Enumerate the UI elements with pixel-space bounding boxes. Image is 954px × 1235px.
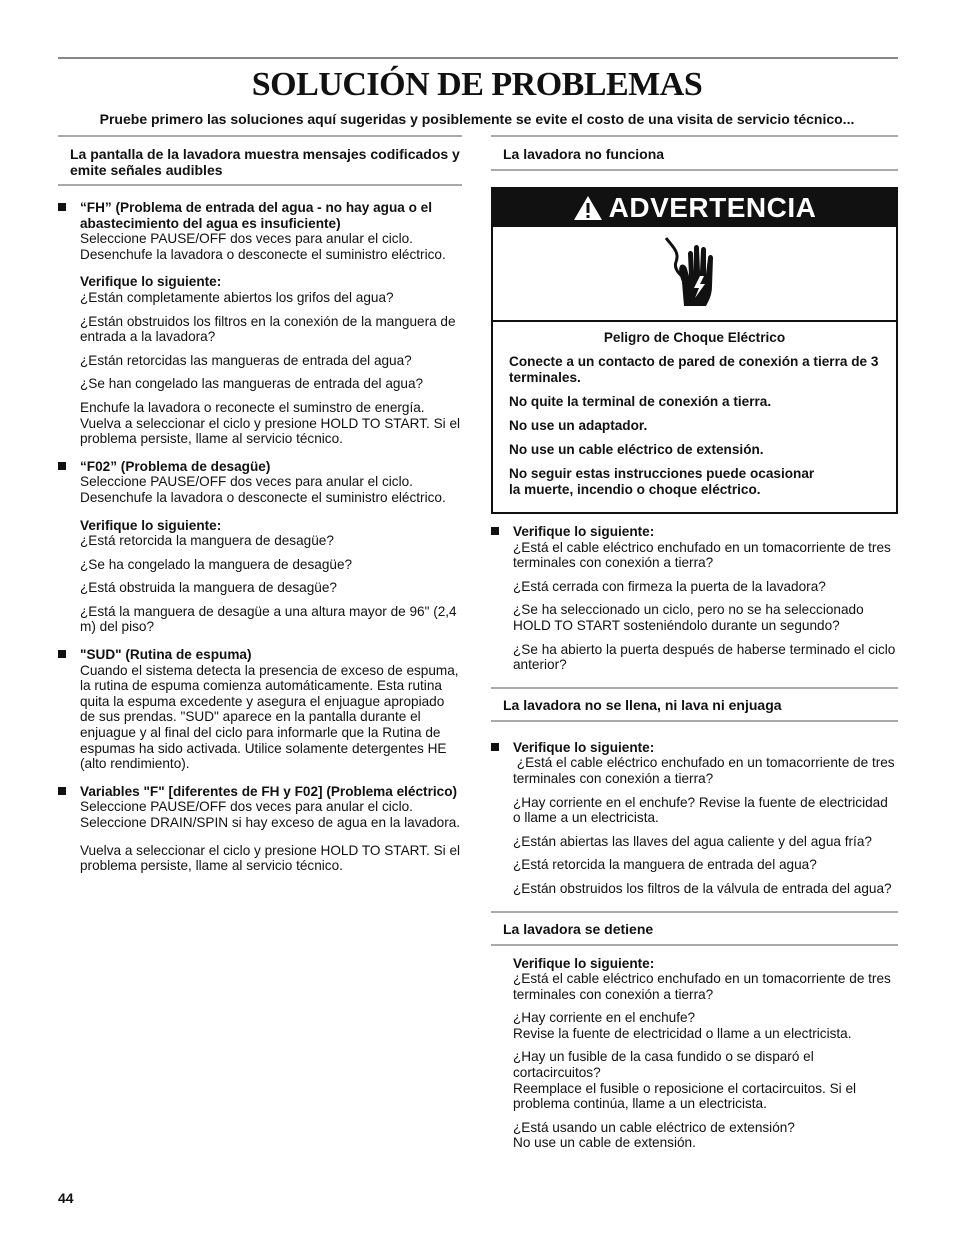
no-funciona-check-3: ¿Se ha abierto la puerta después de haberse terminado el ciclo anterior? [513, 641, 896, 673]
f02-check-3: ¿Está la manguera de desagüe a una altura mayor de 96" (2,4 m) del piso? [80, 603, 457, 635]
f02-check-label: Verifique lo siguiente: [80, 517, 222, 533]
bullet-icon [58, 650, 66, 658]
fh-check-3: ¿Se han congelado las mangueras de entrada del agua? [80, 376, 424, 392]
sud-title: "SUD" (Rutina de espuma) [80, 647, 252, 663]
no-funciona-check-2: ¿Se ha seleccionado un ciclo, pero no se ha seleccionado HOLD TO START sosteniéndolo durante un segundo? [513, 602, 864, 633]
shock-icon-area [493, 227, 896, 322]
se-detiene-checks [491, 956, 898, 1152]
fh-check-1: ¿Están obstruidos los filtros en la conexión de la manguera de entrada a la lavadora? [80, 313, 456, 345]
bullet-icon [58, 787, 66, 795]
section-heading-no-funciona: La lavadora no funciona [491, 135, 898, 171]
variables-item [58, 784, 462, 874]
warning-label: ADVERTENCIA [608, 192, 817, 223]
electric-shock-hand-icon [660, 236, 730, 312]
page-subtitle: Pruebe primero las soluciones aquí sugeridas y posiblemente se evite el costo de una visita de servicio técnico... [99, 111, 855, 127]
no-llena-check-0: ¿Está el cable eléctrico enchufado en un tomacorriente de tres terminales con conexión a tierra? [513, 755, 899, 786]
fh-title: “FH” (Problema de entrada del agua - no hay agua o el abastecimiento del agua es insuficiente) [80, 200, 432, 231]
f02-check-0: ¿Está retorcida la manguera de desagüe? [80, 533, 334, 549]
no-funciona-checks [491, 524, 898, 673]
section-heading-no-llena: La lavadora no se llena, ni lava ni enjuaga [491, 687, 898, 722]
se-detiene-check-0: ¿Está el cable eléctrico enchufado en un tomacorriente de tres terminales con conexión a tierra? [513, 971, 891, 1002]
right-column [491, 135, 898, 1159]
section-heading-se-detiene: La lavadora se detiene [491, 911, 898, 946]
se-detiene-check-label: Verifique lo siguiente: [513, 955, 655, 971]
f02-check-2: ¿Está obstruida la manguera de desagüe? [80, 580, 337, 596]
warning-body [493, 322, 896, 512]
se-detiene-check-2: Revise la fuente de electricidad o llame a un electricista. [513, 1025, 852, 1041]
variables-title: Variables "F" [diferentes de FH y F02] (Problema eléctrico) [80, 783, 458, 799]
warning-triangle-icon [573, 195, 603, 221]
warning-header [493, 189, 896, 227]
warning-box [491, 187, 898, 514]
se-detiene-check-6: No use un cable de extensión. [513, 1135, 696, 1151]
bullet-icon [58, 462, 66, 470]
section-heading-codes: La pantalla de la lavadora muestra mensajes codificados y emite señales audibles [58, 135, 462, 186]
bullet-icon [491, 743, 499, 751]
sud-text: Cuando el sistema detecta la presencia de exceso de espuma, la rutina de espuma comienza automáticamente. Esta rutina quita la espuma excedente y asegura el enjuague apropiado de sus prendas. "SUD" aparece en la pantalla durante el enjuague y al final del ciclo para informarle que la Rutina de espumas ha sido activada. Utilice solamente detergentes HE (alto rendimiento). [80, 662, 459, 772]
no-llena-check-4: ¿Están obstruidos los filtros de la válvula de entrada del agua? [513, 880, 892, 896]
bullet-icon [58, 203, 66, 211]
bullet-icon [491, 527, 499, 535]
warning-line-1: No quite la terminal de conexión a tierra. [509, 394, 772, 409]
f02-text: Seleccione PAUSE/OFF dos veces para anular el ciclo. Desenchufe la lavadora o desconecte el suministro eléctrico. [80, 474, 446, 505]
fh-text: Seleccione PAUSE/OFF dos veces para anular el ciclo. Desenchufe la lavadora o desconecte el suministro eléctrico. [80, 231, 446, 262]
fh-check-2: ¿Están retorcidas las mangueras de entrada del agua? [80, 352, 412, 368]
f02-check-1: ¿Se ha congelado la manguera de desagüe? [80, 556, 353, 572]
warning-line-4: No seguir estas instrucciones puede ocasionar la muerte, incendio o choque eléctrico. [509, 466, 815, 497]
no-llena-check-2: ¿Están abiertas las llaves del agua caliente y del agua fría? [513, 833, 872, 849]
fh-check-label: Verifique lo siguiente: [80, 274, 222, 290]
no-llena-check-3: ¿Está retorcida la manguera de entrada del agua? [513, 857, 817, 873]
variables-text2: Vuelva a seleccionar el ciclo y presione HOLD TO START. Si el problema persiste, llame al servicio técnico. [80, 842, 461, 874]
variables-text: Seleccione PAUSE/OFF dos veces para anular el ciclo. Seleccione DRAIN/SPIN si hay exceso de agua en la lavadora. [80, 799, 461, 830]
no-llena-check-1: ¿Hay corriente en el enchufe? Revise la fuente de electricidad o llame a un electricista. [513, 794, 888, 826]
warning-hazard: Peligro de Choque Eléctrico [603, 330, 786, 345]
f02-item [58, 459, 462, 635]
no-llena-checks [491, 740, 898, 897]
warning-line-0: Conecte a un contacto de pared de conexión a tierra de 3 terminales. [509, 354, 879, 385]
warning-line-2: No use un adaptador. [509, 418, 648, 433]
warning-line-3: No use un cable eléctrico de extensión. [509, 442, 764, 457]
fh-check-4: Enchufe la lavadora o reconecte el suminstro de energía. Vuelva a seleccionar el ciclo y presione HOLD TO START. Si el problema persiste, llame al servicio técnico. [80, 399, 461, 447]
se-detiene-check-5: ¿Está usando un cable eléctrico de extensión? [513, 1119, 795, 1135]
no-funciona-check-label: Verifique lo siguiente: [513, 524, 655, 539]
f02-title: “F02” (Problema de desagüe) [80, 458, 271, 474]
se-detiene-check-1: ¿Hay corriente en el enchufe? [513, 1010, 696, 1026]
left-column [58, 135, 462, 882]
se-detiene-check-3: ¿Hay un fusible de la casa fundido o se disparó el cortacircuitos? [513, 1049, 814, 1081]
fh-check-0: ¿Están completamente abiertos los grifos del agua? [80, 289, 394, 305]
no-funciona-check-0: ¿Está el cable eléctrico enchufado en un tomacorriente de tres terminales con conexión a tierra? [513, 539, 891, 571]
se-detiene-check-4: Reemplace el fusible o reposicione el cortacircuitos. Si el problema continúa, llame a un electricista. [513, 1080, 857, 1112]
fh-item [58, 200, 462, 447]
page-title: SOLUCIÓN DE PROBLEMAS [251, 66, 703, 103]
no-funciona-check-1: ¿Está cerrada con firmeza la puerta de la lavadora? [513, 578, 826, 594]
top-rule [58, 57, 898, 59]
page-number: 44 [58, 1190, 74, 1206]
sud-item [58, 647, 462, 772]
no-llena-check-label: Verifique lo siguiente: [513, 739, 655, 755]
